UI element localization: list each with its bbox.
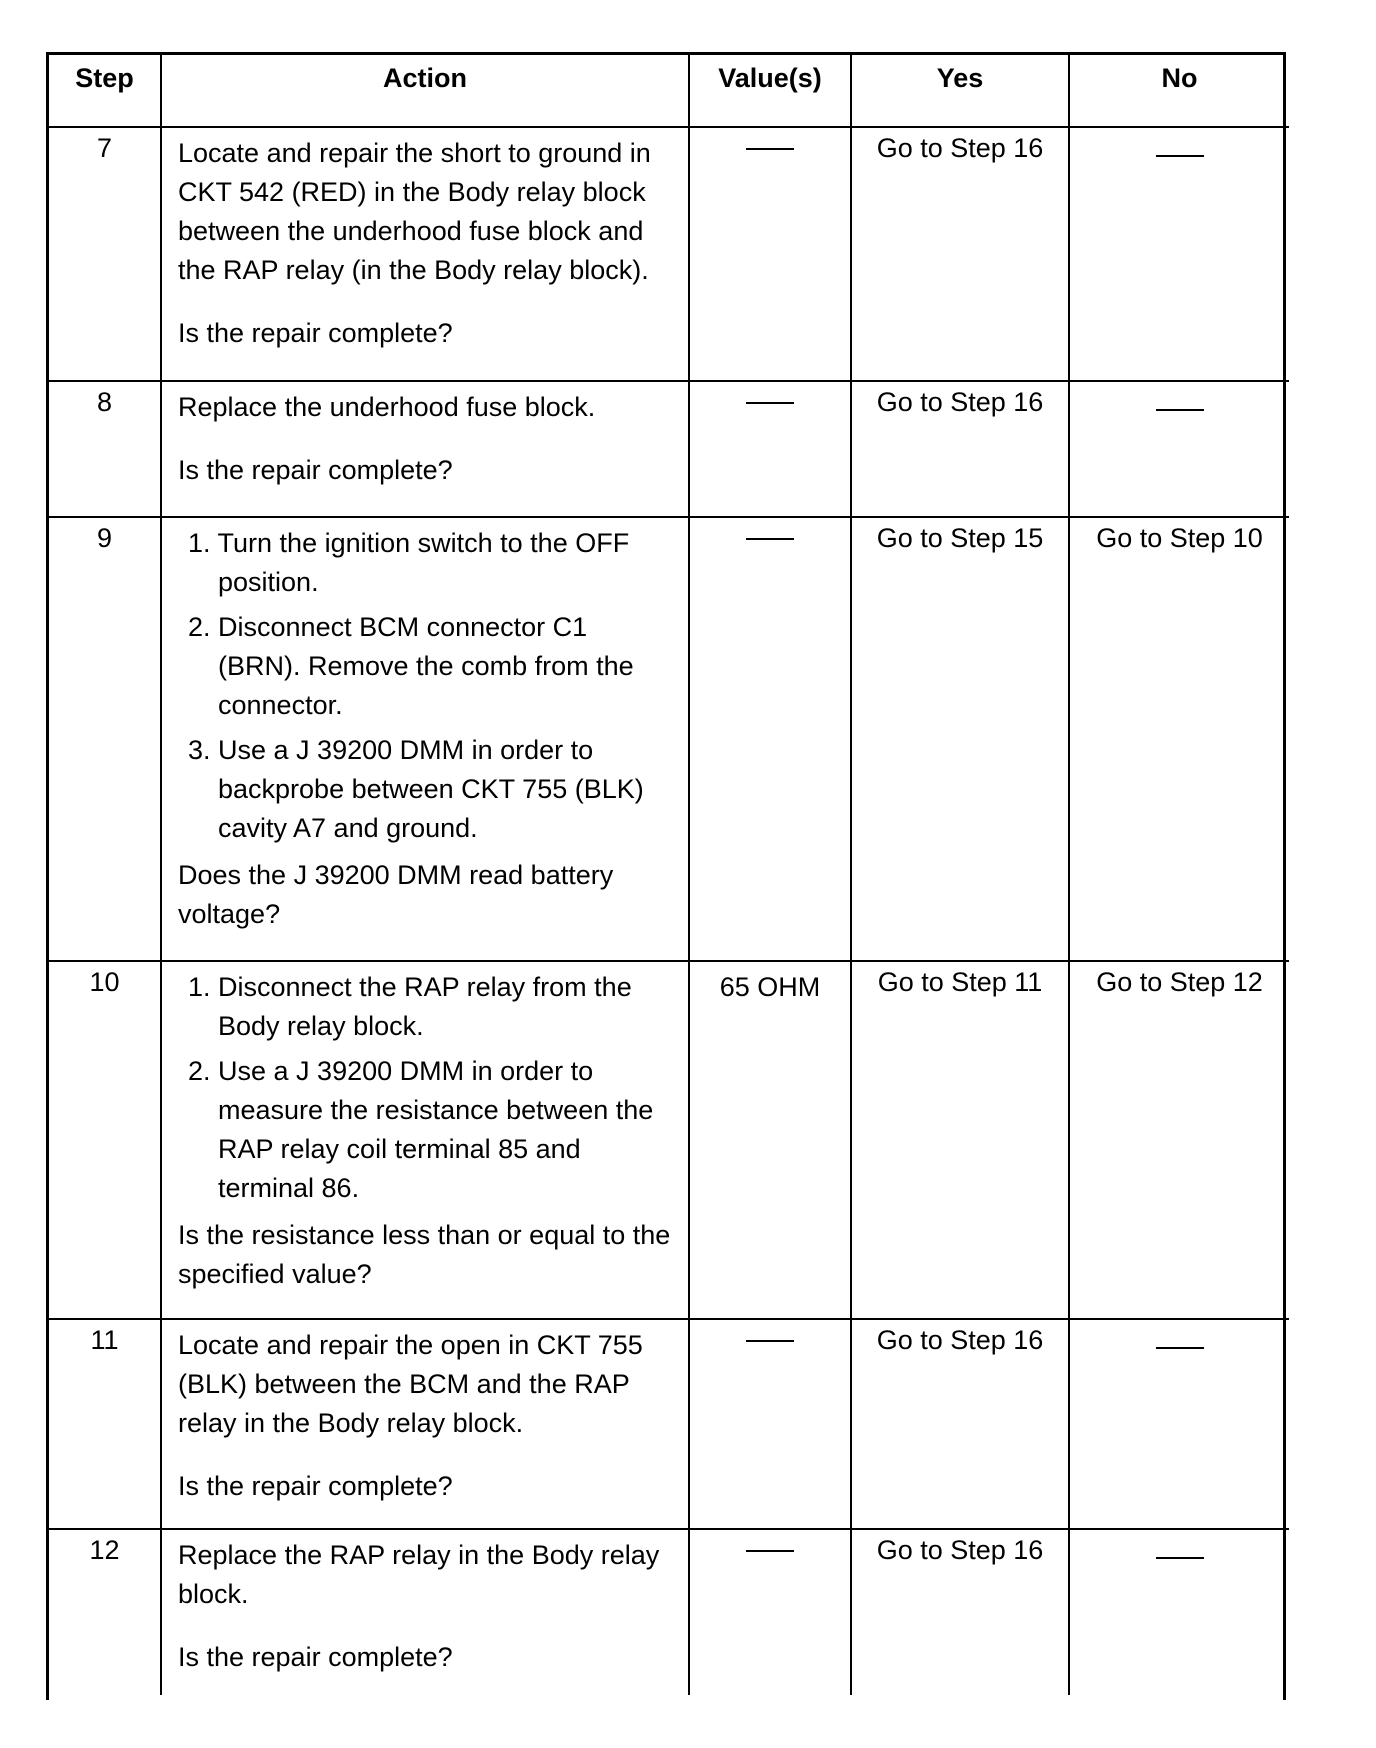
procedure-item: 2. Use a J 39200 DMM in order to measure the resistance between the RAP relay coil terminal 85 and terminal 86.: [188, 1056, 654, 1203]
step-number: 11: [49, 1319, 161, 1529]
value-cell: [689, 127, 851, 381]
no-cell: [1069, 1529, 1289, 1695]
table-row: [49, 127, 1289, 381]
step-number: 7: [49, 127, 161, 381]
step-number: 12: [49, 1529, 161, 1695]
yes-cell: Go to Step 16: [851, 381, 1069, 517]
value-cell: 65 OHM: [689, 961, 851, 1319]
table-row: [49, 961, 1289, 1319]
action-cell: [161, 127, 689, 381]
no-cell: Go to Step 10: [1069, 517, 1289, 961]
action-question: Is the repair complete?: [178, 455, 453, 485]
header-values: Value(s): [689, 55, 851, 127]
action-cell: [161, 1529, 689, 1695]
procedure-list: [178, 524, 676, 848]
value-cell: [689, 1529, 851, 1695]
yes-cell: Go to Step 16: [851, 1529, 1069, 1695]
value-cell: [689, 381, 851, 517]
action-text: Locate and repair the short to ground in CKT 542 (RED) in the Body relay block between the underhood fuse block and the RAP relay (in the Body relay block).: [178, 138, 651, 285]
action-question: Is the resistance less than or equal to the specified value?: [178, 1220, 671, 1289]
header-no: No: [1069, 55, 1289, 127]
action-question: Is the repair complete?: [178, 318, 453, 348]
no-cell: Go to Step 12: [1069, 961, 1289, 1319]
action-text: Locate and repair the open in CKT 755 (BLK) between the BCM and the RAP relay in the Body relay block.: [178, 1330, 643, 1438]
procedure-list: [178, 968, 676, 1208]
action-question: Is the repair complete?: [178, 1642, 453, 1672]
diagnostic-steps-table: [49, 55, 1289, 1695]
procedure-item: 1. Disconnect the RAP relay from the Body relay block.: [188, 972, 632, 1041]
step-number: 10: [49, 961, 161, 1319]
no-cell: [1069, 381, 1289, 517]
header-yes: Yes: [851, 55, 1069, 127]
action-cell: [161, 517, 689, 961]
procedure-item: 2. Disconnect BCM connector C1 (BRN). Remove the comb from the connector.: [188, 612, 634, 720]
yes-cell: Go to Step 16: [851, 127, 1069, 381]
table-row: [49, 1319, 1289, 1529]
action-text: Replace the underhood fuse block.: [178, 392, 596, 422]
not-applicable-dash: [746, 134, 794, 150]
yes-cell: Go to Step 16: [851, 1319, 1069, 1529]
header-action: Action: [161, 55, 689, 127]
procedure-item: 1. Turn the ignition switch to the OFF position.: [188, 528, 630, 597]
no-cell: [1069, 127, 1289, 381]
yes-cell: Go to Step 15: [851, 517, 1069, 961]
action-question: Does the J 39200 DMM read battery voltage?: [178, 860, 614, 929]
table-row: [49, 1529, 1289, 1695]
table-row: [49, 517, 1289, 961]
table-row: [49, 381, 1289, 517]
no-cell: [1069, 1319, 1289, 1529]
not-applicable-dash: [746, 1326, 794, 1342]
action-cell: [161, 961, 689, 1319]
action-cell: [161, 1319, 689, 1529]
value-cell: [689, 517, 851, 961]
not-applicable-dash: [1156, 1347, 1204, 1349]
diagnostic-table-sheet: [46, 52, 1286, 1700]
not-applicable-dash: [1156, 155, 1204, 157]
procedure-item: 3. Use a J 39200 DMM in order to backprobe between CKT 755 (BLK) cavity A7 and ground.: [188, 735, 644, 843]
not-applicable-dash: [746, 524, 794, 540]
not-applicable-dash: [1156, 1557, 1204, 1559]
not-applicable-dash: [746, 1536, 794, 1552]
step-number: 9: [49, 517, 161, 961]
action-cell: [161, 381, 689, 517]
table-header-row: [49, 55, 1289, 127]
action-text: Replace the RAP relay in the Body relay block.: [178, 1540, 660, 1609]
not-applicable-dash: [1156, 409, 1204, 411]
header-step: Step: [49, 55, 161, 127]
yes-cell: Go to Step 11: [851, 961, 1069, 1319]
step-number: 8: [49, 381, 161, 517]
value-cell: [689, 1319, 851, 1529]
not-applicable-dash: [746, 388, 794, 404]
action-question: Is the repair complete?: [178, 1471, 453, 1501]
